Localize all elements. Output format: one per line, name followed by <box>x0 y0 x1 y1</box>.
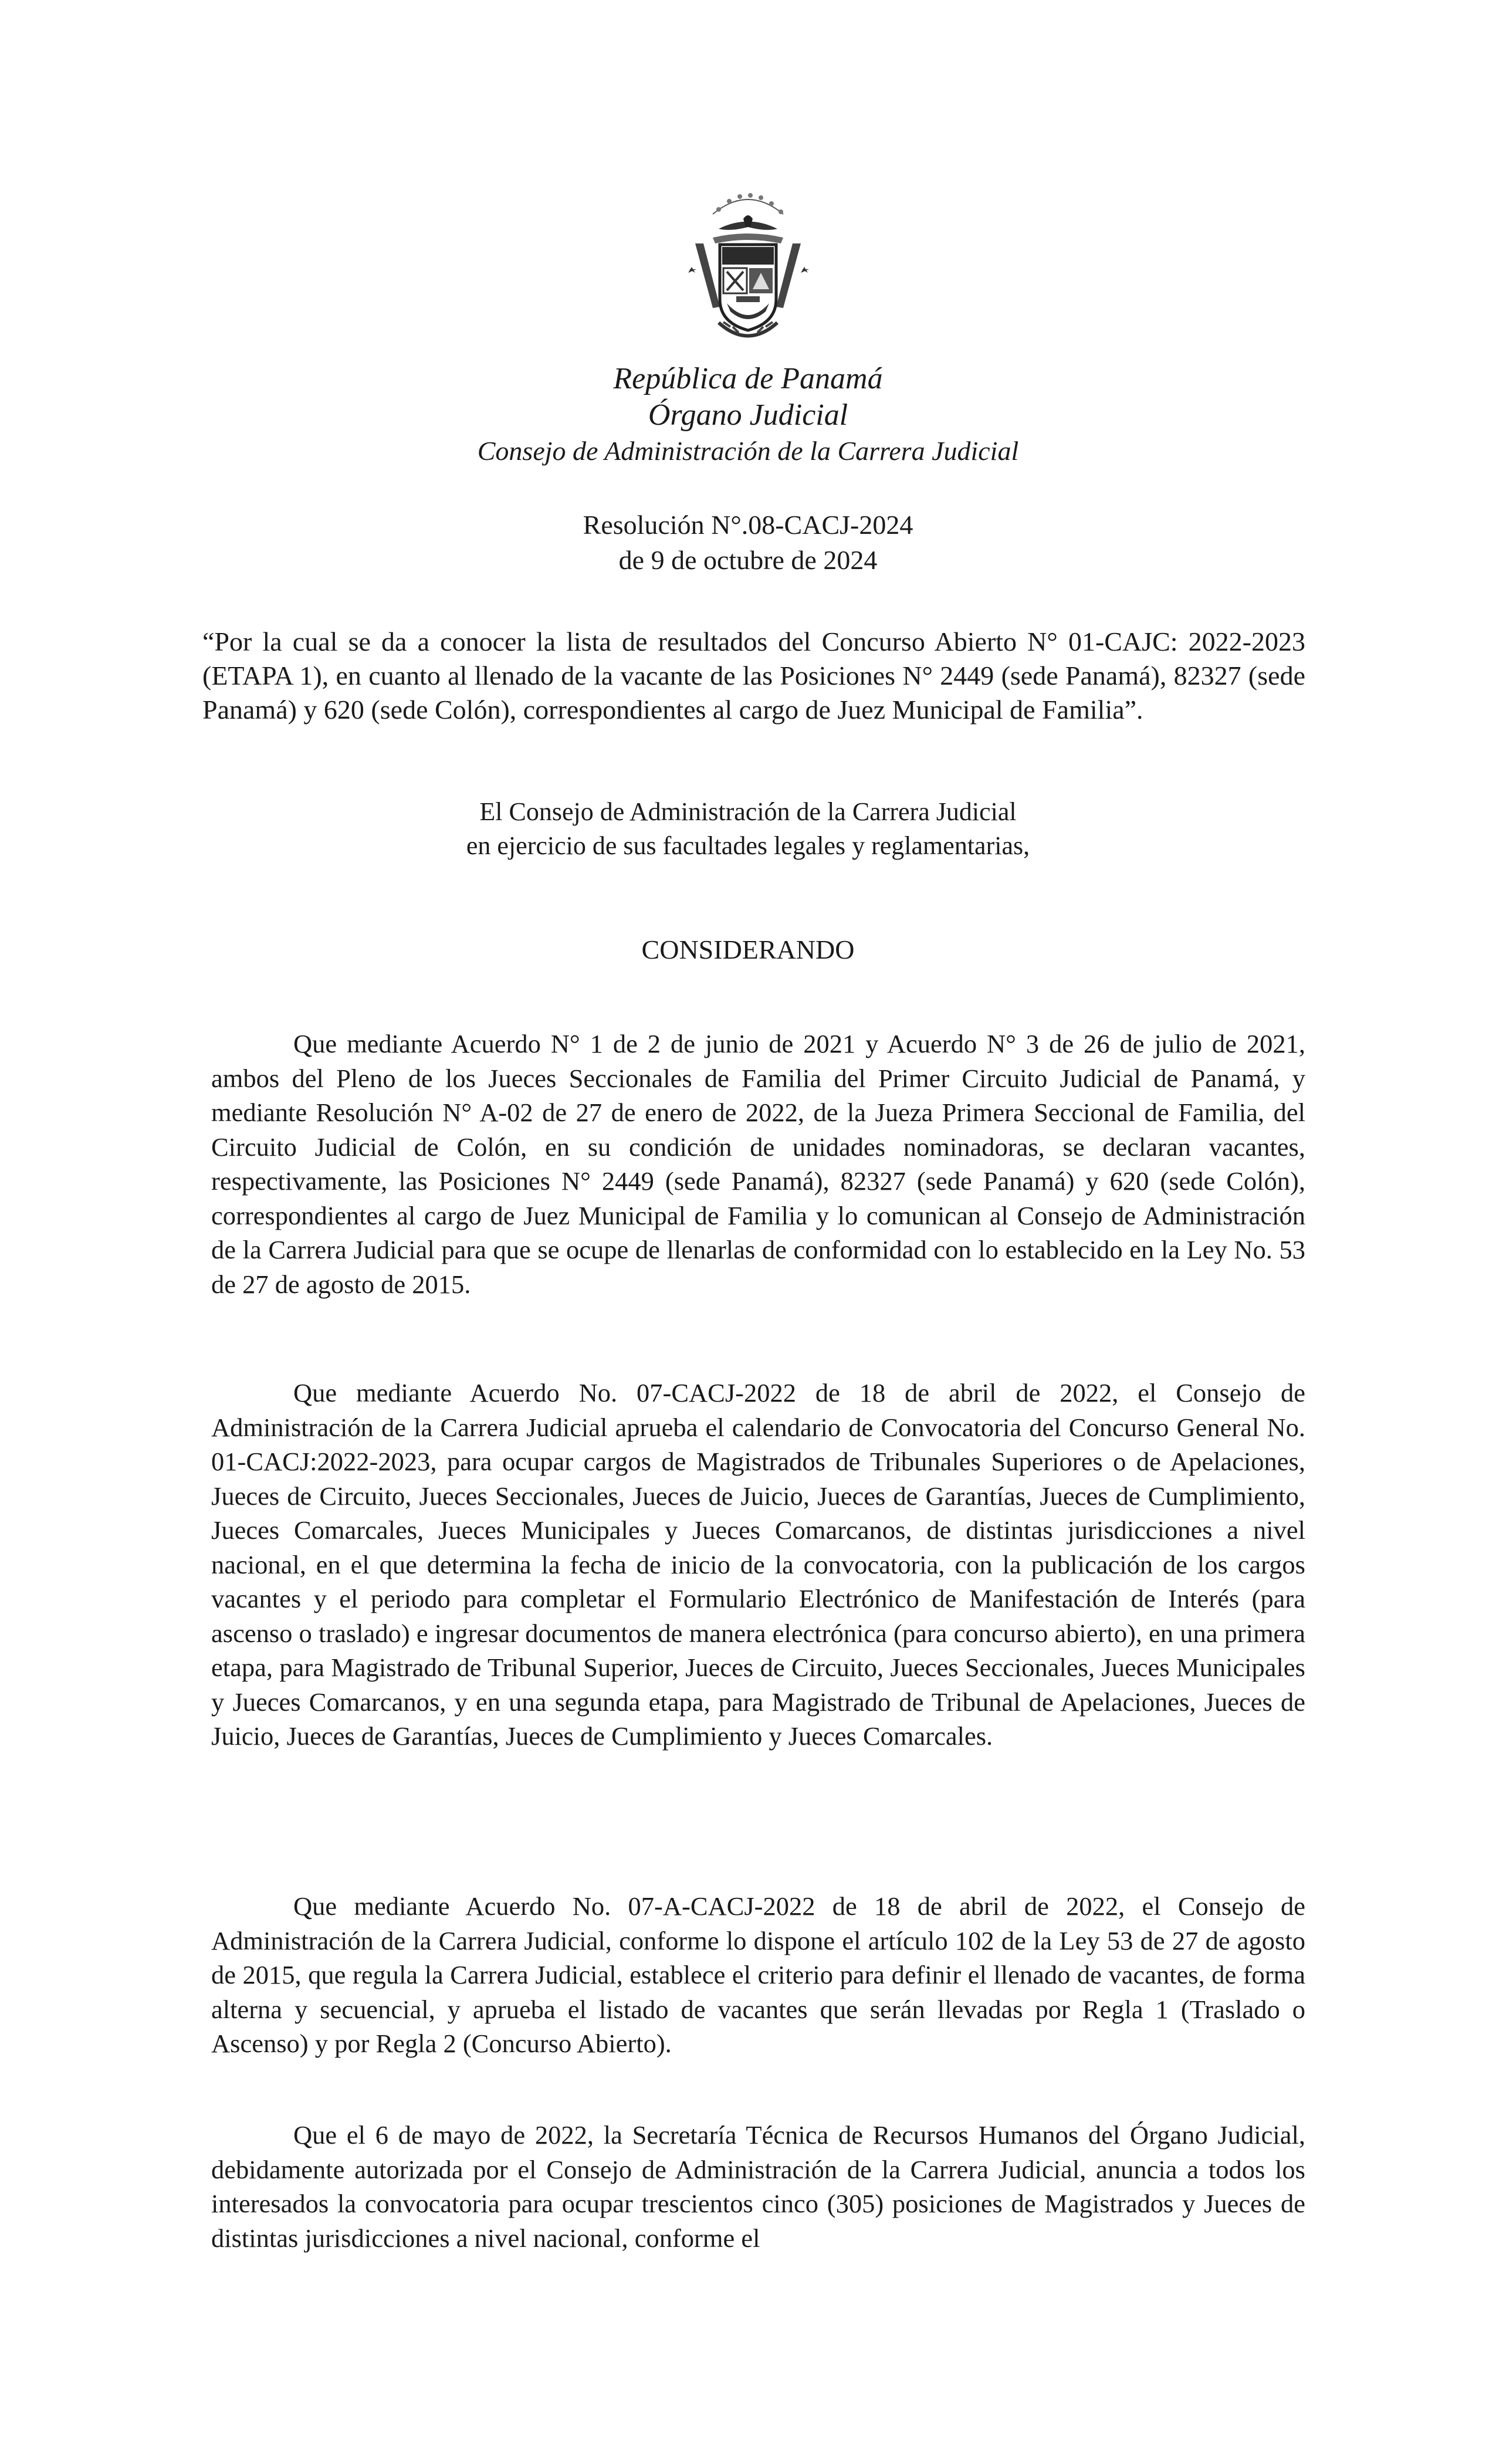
paragraph: Que mediante Acuerdo N° 1 de 2 de junio de 2021 y Acuerdo N° 3 de 26 de julio de 2021, ambos del Pleno de los Jueces Seccionales de Familia del Primer Circuito Judicial de Panamá, y mediante Resolución N° A-02 de 27 de enero de 2022, de la Jueza Primera Seccional de Familia, del Circuito Judicial de Colón, en su condición de unidades nominadoras, se declaran vacantes, respectivamente, las Posiciones N° 2449 (sede Panamá), 82327 (sede Panamá) y 620 (sede Colón), correspondientes al cargo de Juez Municipal de Familia y lo comunican al Consejo de Administración de la Carrera Judicial para que se ocupe de llenarlas de conformidad con lo establecido en la Ley No. 53 de 27 de agosto de 2015. <box>211 1029 1305 1299</box>
institution-name: Órgano Judicial <box>648 398 848 432</box>
country-name: República de Panamá <box>613 362 883 395</box>
paragraph: Que el 6 de mayo de 2022, la Secretaría Técnica de Recursos Humanos del Órgano Judicial, debidamente autorizada por el Consejo de Administración de la Carrera Judicial, anuncia a todos los interesados la convocatoria para ocupar trescientos cinco (305) posiciones de Magistrados y Jueces de distintas jurisdicciones a nivel nacional, conforme el <box>211 2120 1305 2253</box>
resolution-block <box>0 507 1496 578</box>
section-heading: CONSIDERANDO <box>641 935 855 964</box>
resolution-number: Resolución N°.08-CACJ-2024 <box>583 510 913 540</box>
coat-of-arms-icon <box>678 173 818 349</box>
intro-line-2: en ejercicio de sus facultades legales y reglamentarias, <box>466 831 1030 860</box>
resolution-title: “Por la cual se da a conocer la lista de resultados del Concurso Abierto N° 01-CAJC: 2022-2023 (ETAPA 1), en cuanto al llenado de la vacante de las Posiciones N° 2449 (sede Panamá), 82327 (sede Panamá) y 620 (sede Colón), correspondientes al cargo de Juez Municipal de Familia”. <box>202 627 1305 725</box>
intro-line-1: El Consejo de Administración de la Carrera Judicial <box>479 797 1017 826</box>
document-header <box>0 361 1496 469</box>
resolution-date: de 9 de octubre de 2024 <box>618 545 878 575</box>
paragraph: Que mediante Acuerdo No. 07-A-CACJ-2022 de 18 de abril de 2022, el Consejo de Administración de la Carrera Judicial, conforme lo dispone el artículo 102 de la Ley 53 de 27 de agosto de 2015, que regula la Carrera Judicial, establece el criterio para definir el llenado de vacantes, de forma alterna y secuencial, y aprueba el listado de vacantes que serán llevadas por Regla 1 (Traslado o Ascenso) y por Regla 2 (Concurso Abierto). <box>211 1891 1305 2058</box>
council-name: Consejo de Administración de la Carrera Judicial <box>477 436 1019 466</box>
intro-block <box>0 795 1496 863</box>
paragraph: Que mediante Acuerdo No. 07-CACJ-2022 de 18 de abril de 2022, el Consejo de Administración de la Carrera Judicial aprueba el calendario de Convocatoria del Concurso General No. 01-CACJ:2022-2023, para ocupar cargos de Magistrados de Tribunales Superiores o de Apelaciones, Jueces de Circuito, Jueces Seccionales, Jueces de Juicio, Jueces de Garantías, Jueces de Cumplimiento, Jueces Comarcales, Jueces Municipales y Jueces Comarcanos, de distintas jurisdicciones a nivel nacional, en el que determina la fecha de inicio de la convocatoria, con la publicación de los cargos vacantes y el periodo para completar el Formulario Electrónico de Manifestación de Interés (para ascenso o traslado) e ingresar documentos de manera electrónica (para concurso abierto), en una primera etapa, para Magistrado de Tribunal Superior, Jueces de Circuito, Jueces Seccionales, Jueces Municipales y Jueces Comarcanos, y en una segunda etapa, para Magistrado de Tribunal de Apelaciones, Jueces de Juicio, Jueces de Garantías, Jueces de Cumplimiento y Jueces Comarcales. <box>211 1378 1305 1751</box>
